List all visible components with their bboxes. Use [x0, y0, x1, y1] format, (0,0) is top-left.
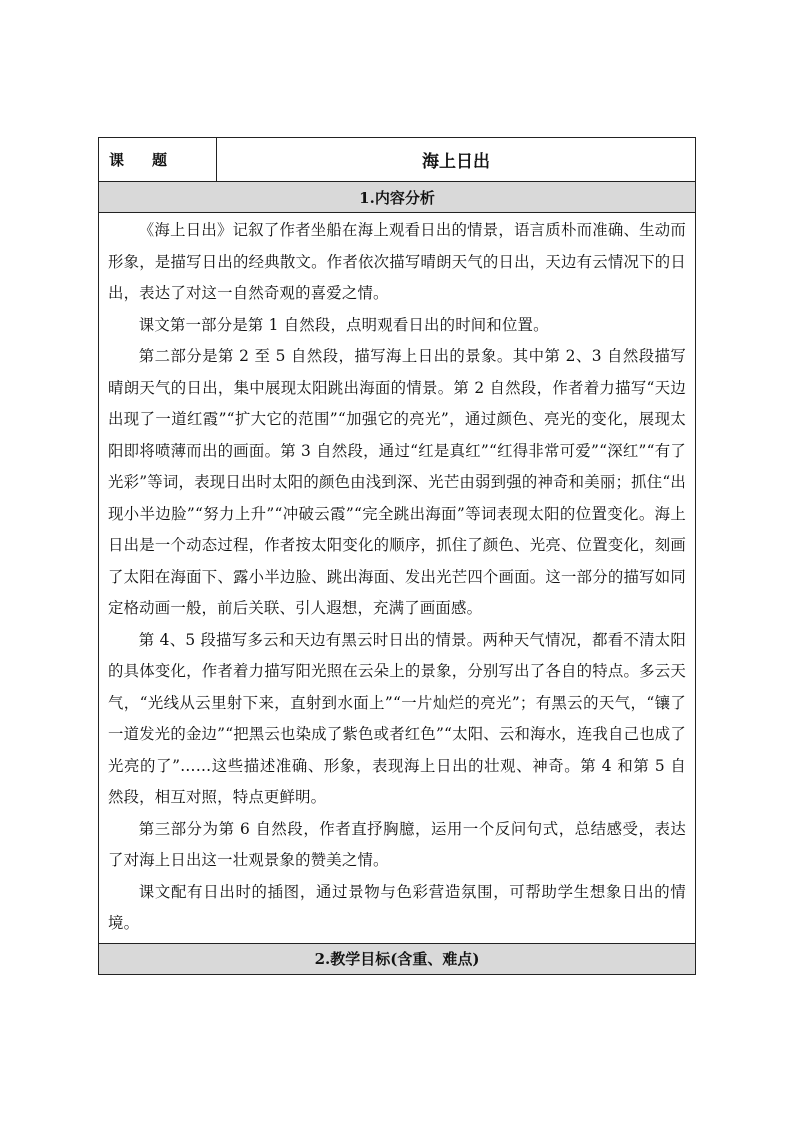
section-heading-content-analysis: 1.内容分析: [99, 182, 695, 213]
subject-label: [99, 138, 217, 181]
subject-label-char-2: 题: [152, 151, 168, 169]
subject-label-char-1: 课: [109, 151, 125, 169]
paragraph: 第二部分是第 2 至 5 自然段，描写海上日出的景象。其中第 2、3 自然段描写晴朗天气的日出，集中展现太阳跳出海面的情景。第 2 自然段，作者着力描写“天边出现了一道红霞”“扩大它的范围”“加强它的亮光”，通过颜色、亮光的变化，展现太阳即将喷薄而出的画面。第 3 自然段，通过“红是真红”“红得非常可爱”“深红”“有了光彩”等词，表现日出时太阳的颜色由浅到深、光芒由弱到强的神奇和美丽；抓住“出现小半边脸”“努力上升”“冲破云霞”“完全跳出海面”等词表现太阳的位置变化。海上日出是一个动态过程，作者按太阳变化的顺序，抓住了颜色、光亮、位置变化，刻画了太阳在海面下、露小半边脸、跳出海面、发出光芒四个画面。这一部分的描写如同定格动画一般，前后关联、引人遐想，充满了画面感。: [108, 347, 686, 617]
lesson-plan-table: [98, 137, 696, 975]
paragraph: 第三部分为第 6 自然段，作者直抒胸臆，运用一个反问句式，总结感受，表达了对海上日出这一壮观景象的赞美之情。: [108, 819, 686, 869]
title-row: [99, 138, 695, 182]
paragraph: 第 4、5 段描写多云和天边有黑云时日出的情景。两种天气情况，都看不清太阳的具体变化，作者着力描写阳光照在云朵上的景象，分别写出了各自的特点。多云天气，“光线从云里射下来，直射到水面上”“一片灿烂的亮光”；有黑云的天气，“镶了一道发光的金边”“把黑云也染成了紫色或者红色”“太阳、云和海水，连我自己也成了光亮的了”……这些描述准确、形象，表现海上日出的壮观、神奇。第 4 和第 5 自然段，相互对照，特点更鲜明。: [108, 630, 686, 806]
content-analysis-body: [99, 213, 695, 943]
paragraph: 课文配有日出时的插图，通过景物与色彩营造氛围，可帮助学生想象日出的情境。: [108, 882, 686, 932]
lesson-title: 海上日出: [422, 152, 490, 172]
paragraph: 课文第一部分是第 1 自然段，点明观看日出的时间和位置。: [138, 315, 549, 334]
paragraph: 《海上日出》记叙了作者坐船在海上观看日出的情景，语言质朴而准确、生动而形象，是描写日出的经典散文。作者依次描写晴朗天气的日出，天边有云情况下的日出，表达了对这一自然奇观的喜爱之情。: [108, 221, 686, 302]
section-heading-teaching-goals: 2.教学目标(含重、难点): [99, 943, 695, 974]
